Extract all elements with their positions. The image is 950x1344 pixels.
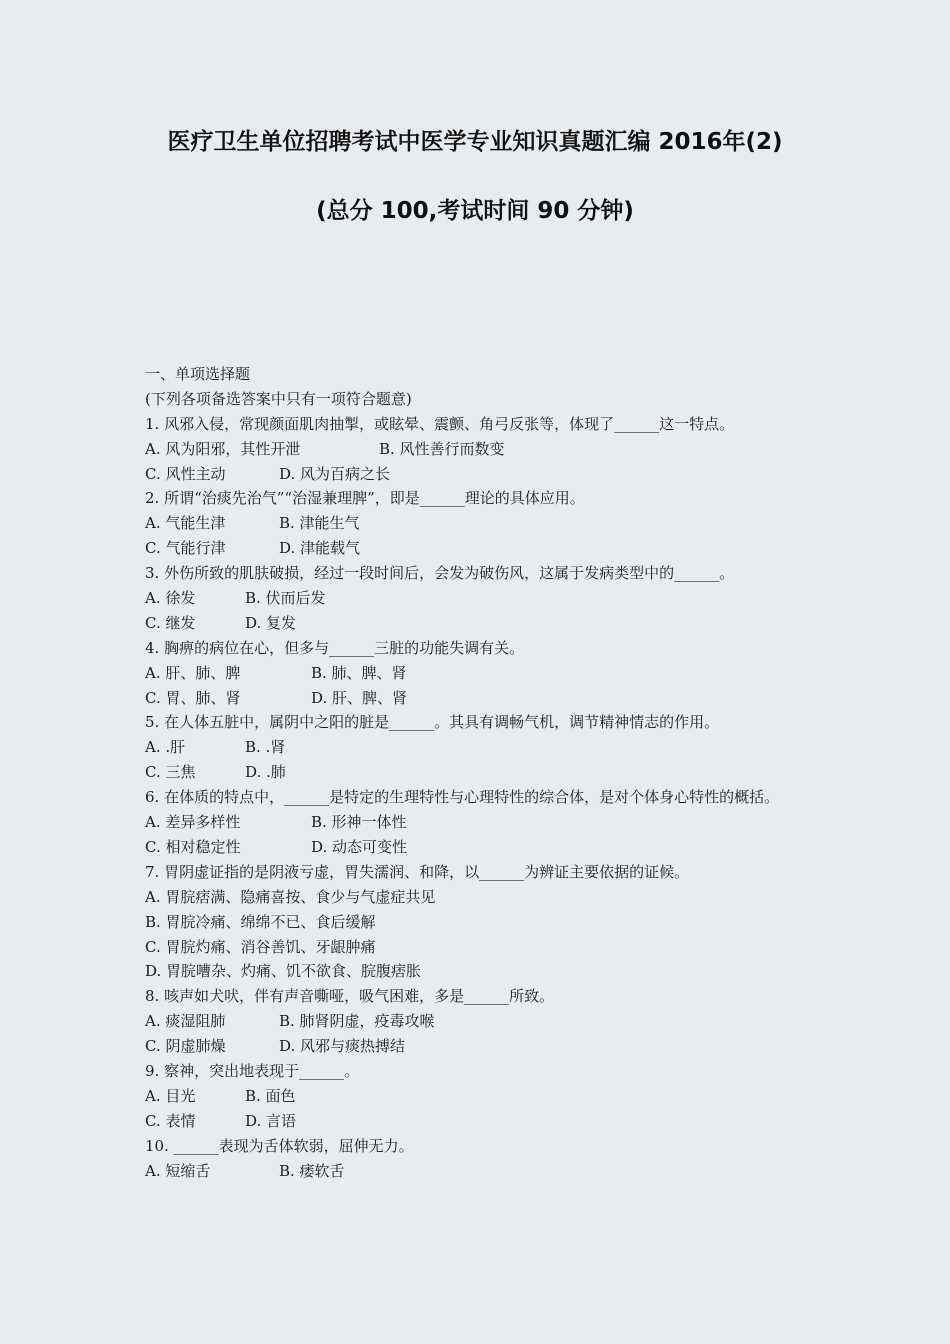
question-stem: 6. 在体质的特点中，______是特定的生理特性与心理特性的综合体，是对个体身心特性的概括。 bbox=[145, 788, 780, 807]
option: B. 肺肾阴虚，疫毒攻喉 bbox=[279, 1012, 435, 1031]
option: B. 面色 bbox=[245, 1086, 296, 1105]
question-stem: 7. 胃阴虚证指的是阴液亏虚，胃失濡润、和降，以______为辨证主要依据的证候。 bbox=[145, 862, 690, 881]
option-row bbox=[145, 462, 810, 487]
option: D. 肝、脾、肾 bbox=[311, 688, 408, 707]
option: C. 阴虚肺燥 bbox=[145, 1037, 226, 1056]
option-row bbox=[145, 1034, 810, 1059]
option: C. 气能行津 bbox=[145, 539, 226, 558]
document-title: 医疗卫生单位招聘考试中医学专业知识真题汇编 2016年(2) bbox=[167, 129, 783, 155]
option: A. 徐发 bbox=[145, 589, 196, 608]
option: C. 继发 bbox=[145, 613, 196, 632]
option-row bbox=[145, 536, 810, 561]
option: A. 短缩舌 bbox=[145, 1161, 211, 1180]
option: A. 差异多样性 bbox=[145, 813, 241, 832]
option: C. 风性主动 bbox=[145, 464, 226, 483]
option: B. 风性善行而数变 bbox=[379, 439, 505, 458]
option: A. 肝、肺、脾 bbox=[145, 663, 241, 682]
option-row bbox=[145, 511, 810, 536]
option: B. 津能生气 bbox=[279, 514, 360, 533]
option-row bbox=[145, 1159, 810, 1184]
option-row bbox=[145, 611, 810, 636]
option-row bbox=[145, 735, 810, 760]
question-stem: 4. 胸痹的病位在心，但多与______三脏的功能失调有关。 bbox=[145, 638, 525, 657]
document-subtitle: (总分 100,考试时间 90 分钟) bbox=[316, 198, 634, 224]
option: D. .肺 bbox=[245, 763, 286, 782]
question-stem: 10. ______表现为舌体软弱，屈伸无力。 bbox=[145, 1136, 414, 1155]
question-stem: 2. 所谓“治痰先治气”“治湿兼理脾”，即是______理论的具体应用。 bbox=[145, 489, 585, 508]
option: A. 风为阳邪，其性开泄 bbox=[145, 439, 301, 458]
option: C. 三焦 bbox=[145, 763, 196, 782]
option: A. 胃脘痞满、隐痛喜按、食少与气虚症共见 bbox=[145, 887, 436, 906]
option: D. 复发 bbox=[245, 613, 297, 632]
option: A. 目光 bbox=[145, 1086, 196, 1105]
question-stem: 3. 外伤所致的肌肤破损，经过一段时间后，会发为破伤风，这属于发病类型中的______。 bbox=[145, 564, 735, 583]
option: A. .肝 bbox=[145, 738, 186, 757]
question-stem: 9. 察神，突出地表现于______。 bbox=[145, 1061, 360, 1080]
option-row bbox=[145, 437, 810, 462]
option: B. .肾 bbox=[245, 738, 286, 757]
option: D. 动态可变性 bbox=[311, 837, 408, 856]
question-stem: 5. 在人体五脏中，属阴中之阳的脏是______。其具有调畅气机，调节精神情志的作用。 bbox=[145, 713, 720, 732]
option: D. 风邪与痰热搏结 bbox=[279, 1037, 406, 1056]
option: C. 胃脘灼痛、消谷善饥、牙龈肿痛 bbox=[145, 937, 376, 956]
option-row bbox=[145, 661, 810, 686]
section-instruction: (下列各项备选答案中只有一项符合题意) bbox=[145, 389, 412, 408]
option: D. 胃脘嘈杂、灼痛、饥不欲食、脘腹痞胀 bbox=[145, 962, 422, 981]
question-section bbox=[145, 362, 810, 1183]
option: A. 痰湿阻肺 bbox=[145, 1012, 226, 1031]
option-row bbox=[145, 810, 810, 835]
option: D. 言语 bbox=[245, 1111, 297, 1130]
option-row bbox=[145, 760, 810, 785]
section-heading: 一、单项选择题 bbox=[145, 365, 251, 383]
option: C. 相对稳定性 bbox=[145, 837, 241, 856]
option: B. 肺、脾、肾 bbox=[311, 663, 407, 682]
option: B. 胃脘冷痛、绵绵不已、食后缓解 bbox=[145, 912, 376, 931]
question-stem: 1. 风邪入侵，常现颜面肌肉抽掣，或眩晕、震颤、角弓反张等，体现了______这一特点。 bbox=[145, 414, 735, 433]
option: A. 气能生津 bbox=[145, 514, 226, 533]
option: B. 伏而后发 bbox=[245, 589, 326, 608]
option-row bbox=[145, 586, 810, 611]
option-row bbox=[145, 1009, 810, 1034]
option: D. 津能载气 bbox=[279, 539, 361, 558]
option: B. 痿软舌 bbox=[279, 1161, 345, 1180]
option: C. 胃、肺、肾 bbox=[145, 688, 241, 707]
option-row bbox=[145, 1109, 810, 1134]
option: D. 风为百病之长 bbox=[279, 464, 391, 483]
option-row bbox=[145, 1084, 810, 1109]
option-row bbox=[145, 835, 810, 860]
question-stem: 8. 咳声如犬吠，伴有声音嘶哑，吸气困难，多是______所致。 bbox=[145, 987, 555, 1006]
option-row bbox=[145, 686, 810, 711]
option: C. 表情 bbox=[145, 1111, 196, 1130]
option: B. 形神一体性 bbox=[311, 813, 407, 832]
